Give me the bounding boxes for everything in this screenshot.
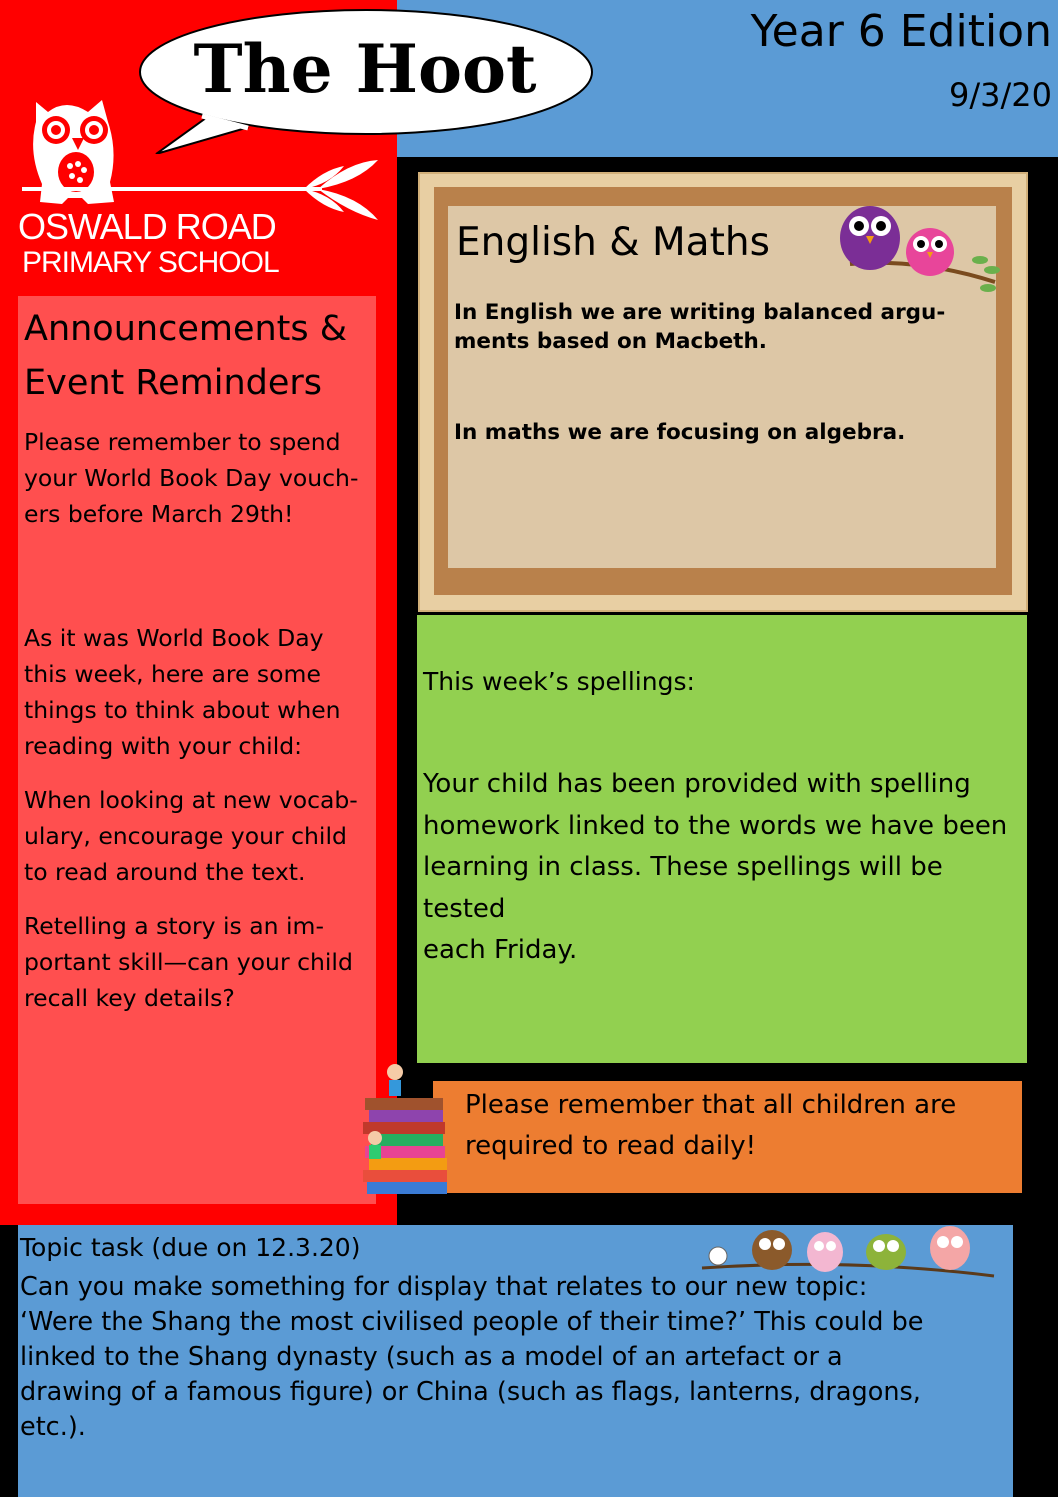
text-line: Your child has been provided with spelling [423, 769, 971, 799]
announcement-vouchers [24, 424, 370, 532]
topic-task-body [20, 1270, 1011, 1445]
spellings-body [423, 764, 1021, 972]
text-line: required to read daily! [465, 1131, 757, 1161]
text-line: portant skill—can your child [24, 948, 353, 976]
text-line: Retelling a story is an im- [24, 912, 324, 940]
announcements-heading-line2: Event Reminders [24, 363, 323, 403]
announcement-retelling-tip [24, 908, 370, 1016]
text-line: etc.). [20, 1412, 86, 1442]
newsletter-title: The Hoot [193, 30, 537, 108]
reading-reminder-panel [433, 1081, 1022, 1193]
announcements-heading [24, 302, 370, 410]
text-line: each Friday. [423, 935, 578, 965]
text-line: drawing of a famous figure) or China (such as flags, lanterns, dragons, [20, 1377, 921, 1407]
book-stack-icon [355, 1052, 455, 1202]
text-line: homework linked to the words we have been [423, 810, 1008, 841]
spellings-heading: This week’s spellings: [423, 667, 695, 696]
edition-label: Year 6 Edition [750, 6, 1052, 57]
text-line: Please remember that all children are [465, 1090, 957, 1120]
topic-task-heading: Topic task (due on 12.3.20) [20, 1233, 361, 1262]
spellings-panel [417, 615, 1027, 1063]
text-line: learning in class. These spellings will be tested [423, 852, 943, 924]
reading-reminder-text [465, 1085, 1012, 1167]
text-line: ers before March 29th! [24, 500, 294, 528]
text-line: things to think about when [24, 696, 341, 724]
text-line: your World Book Day vouch- [24, 464, 359, 492]
announcement-world-book-day [24, 620, 370, 764]
announcement-vocabulary-tip [24, 782, 370, 890]
text-line: ulary, encourage your child [24, 822, 347, 850]
text-line: When looking at new vocab- [24, 786, 358, 814]
text-line: linked to the Shang dynasty (such as a model of an artefact or a [20, 1342, 843, 1372]
school-name-line1: OSWALD ROAD [18, 206, 276, 247]
text-line: In English we are writing balanced argu- [454, 300, 946, 325]
text-line: ‘Were the Shang the most civilised people of their time?’ This could be [20, 1307, 924, 1337]
text-line: As it was World Book Day [24, 624, 324, 652]
announcements-heading-line1: Announcements & [24, 309, 348, 349]
text-line: recall key details? [24, 984, 235, 1012]
owls-row-icon [700, 1222, 998, 1284]
owls-on-branch-icon [830, 198, 1002, 302]
announcements-panel [18, 296, 376, 1204]
english-maths-heading: English & Maths [456, 220, 770, 265]
maths-text: In maths we are focusing on algebra. [454, 420, 906, 445]
text-line: to read around the text. [24, 858, 306, 886]
text-line: this week, here are some [24, 660, 321, 688]
text-line: Can you make something for display that relates to our new topic: [20, 1272, 868, 1302]
school-name-line2: PRIMARY SCHOOL [22, 246, 279, 279]
text-line: ments based on Macbeth. [454, 329, 767, 354]
text-line: reading with your child: [24, 732, 303, 760]
issue-date: 9/3/20 [949, 76, 1052, 114]
text-line: Please remember to spend [24, 428, 341, 456]
english-text [454, 298, 989, 356]
